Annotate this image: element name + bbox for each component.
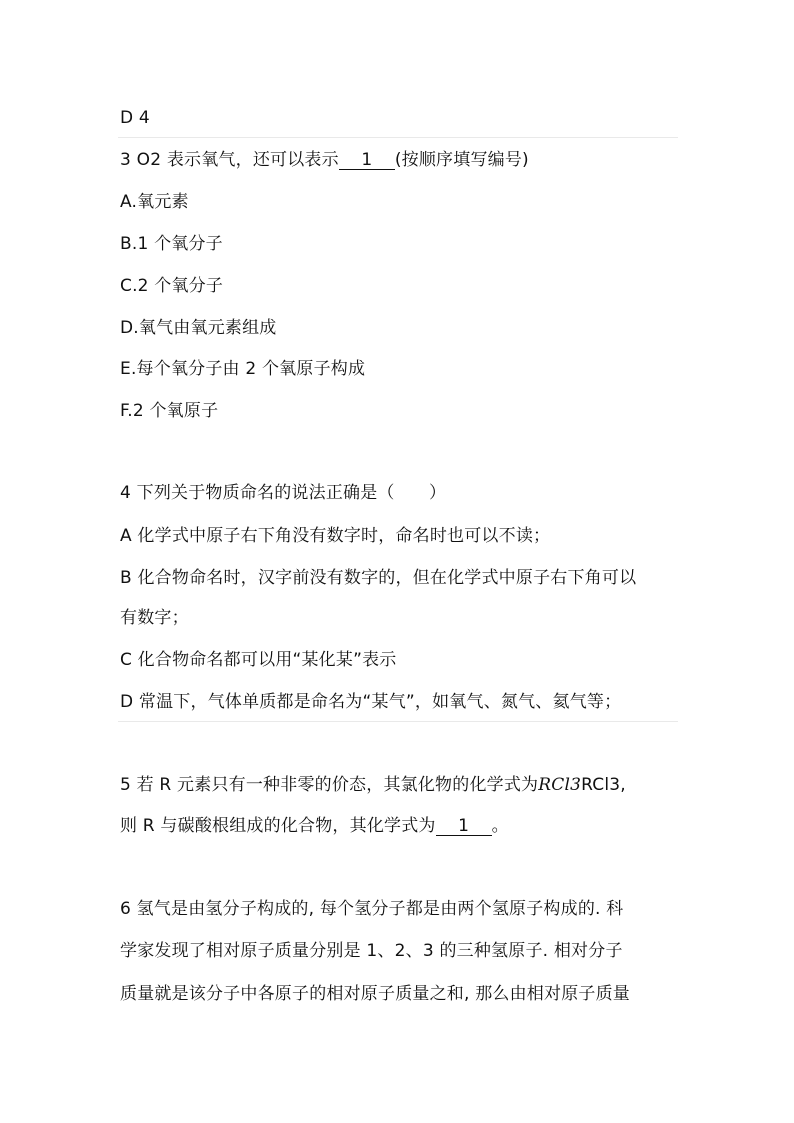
- divider: [118, 137, 678, 138]
- question-3-suffix: (按顺序填写编号): [394, 150, 529, 170]
- question-4: 4 下列关于物质命名的说法正确是（ ）: [120, 483, 447, 503]
- question-5-line2-prefix: 则 R 与碳酸根组成的化合物，其化学式为: [120, 816, 436, 836]
- question-5-prefix: 5 若 R 元素只有一种非零的价态，其氯化物的化学式为: [120, 775, 539, 795]
- question-3-option-c: C.2 个氧分子: [120, 276, 224, 296]
- question-5-line2: [120, 814, 509, 838]
- question-5-formula-italic: RCl3: [538, 775, 582, 795]
- question-3-option-b: B.1 个氧分子: [120, 234, 223, 254]
- question-4-option-b-line2: 有数字；: [120, 608, 189, 628]
- question-3: [120, 148, 529, 172]
- question-6-line2: 学家发现了相对原子质量分别是 1、2、3 的三种氢原子. 相对分子: [120, 941, 623, 961]
- question-5-line1: [120, 773, 626, 797]
- question-3-option-f: F.2 个氧原子: [120, 401, 219, 421]
- divider: [118, 721, 678, 722]
- question-3-option-e: E.每个氧分子由 2 个氧原子构成: [120, 359, 366, 379]
- question-6-line1: 6 氢气是由氢分子构成的, 每个氢分子都是由两个氢原子构成的. 科: [120, 899, 624, 919]
- question-5-line2-suffix: 。: [491, 816, 509, 836]
- question-6-line3: 质量就是该分子中各原子的相对原子质量之和, 那么由相对原子质量: [120, 984, 631, 1004]
- question-3-prefix: 3 O2 表示氧气，还可以表示: [120, 150, 339, 170]
- question-4-option-c: C 化合物命名都可以用“某化某”表示: [120, 650, 397, 670]
- question-5-formula-plain: RCl3,: [581, 775, 626, 795]
- question-3-option-a: A.氧元素: [120, 192, 189, 212]
- question-4-option-d: D 常温下，气体单质都是命名为“某气”，如氧气、氮气、氦气等；: [120, 692, 622, 712]
- question-3-blank: 1: [339, 151, 395, 170]
- question-4-option-a: A 化学式中原子右下角没有数字时，命名时也可以不读；: [120, 526, 551, 546]
- question-3-option-d: D.氧气由氧元素组成: [120, 318, 277, 338]
- option-d4: D 4: [120, 108, 150, 128]
- question-4-option-b-line1: B 化合物命名时，汉字前没有数字的，但在化学式中原子右下角可以: [120, 568, 637, 588]
- question-5-blank: 1: [436, 817, 492, 836]
